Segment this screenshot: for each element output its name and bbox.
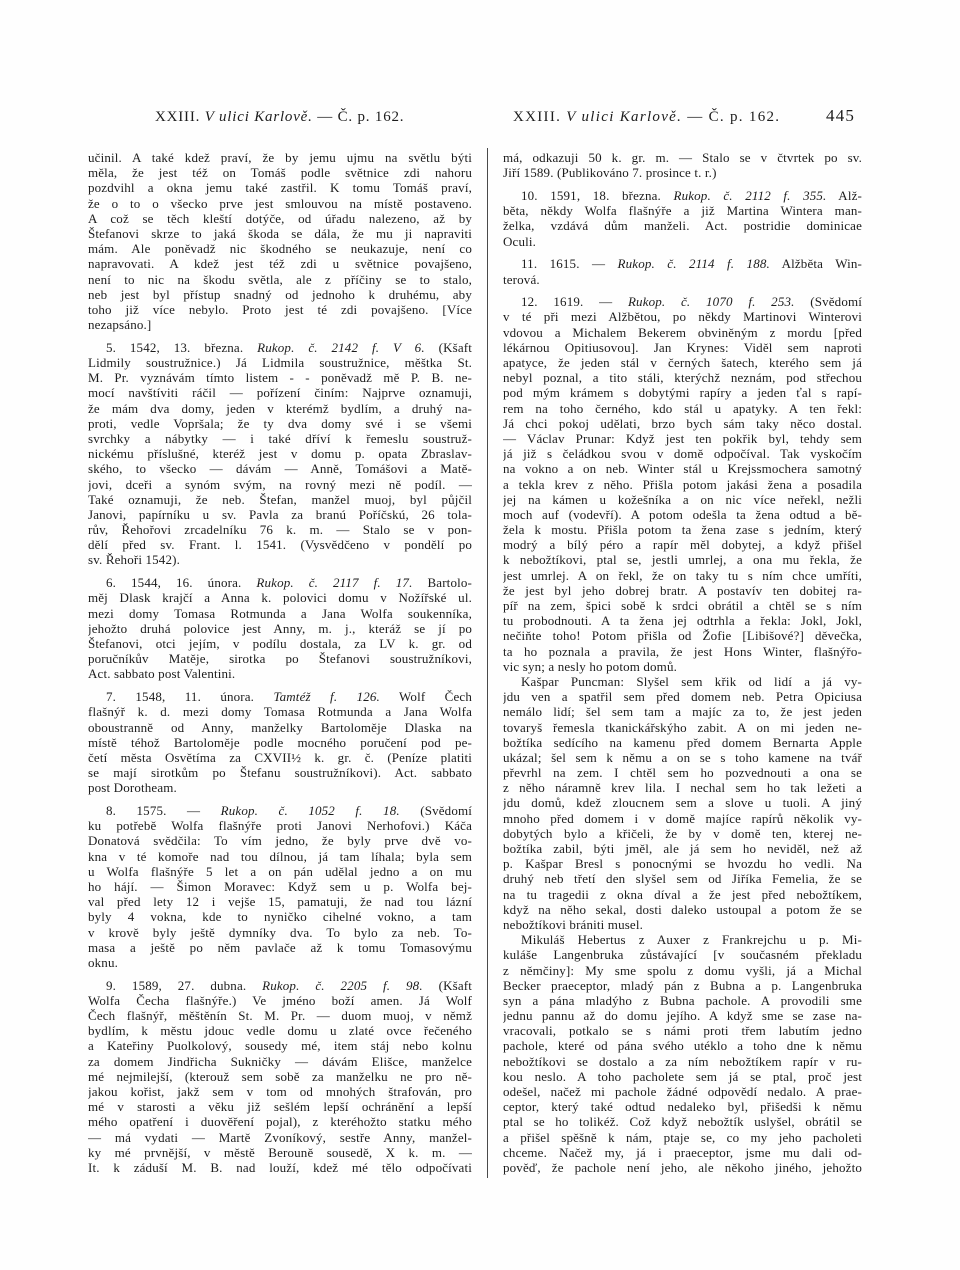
paragraph bbox=[503, 674, 862, 932]
page-number: 445 bbox=[826, 106, 856, 125]
text-line: v krově byly ještě dymníky dva. To bylo za neb. To- bbox=[88, 924, 472, 940]
text-line: moch auf (vodevří). A potom odešla ta žena odtud a bě- bbox=[503, 506, 862, 522]
entry bbox=[88, 150, 472, 332]
text-line: rův, Řehořovi zrcadelníku 76 k. m. — Stalo se v pon- bbox=[88, 522, 472, 538]
text-run: 9. 1589, 27. dubna. bbox=[106, 977, 263, 993]
text-run: 11. 1615. — bbox=[521, 256, 618, 272]
text-line: ptal se ho tolikéž. Což když nebožtík uslyšel, obrátil se bbox=[503, 1114, 862, 1130]
text-run: (Svědomí bbox=[399, 803, 472, 819]
text-line: terová. bbox=[503, 271, 540, 287]
entry bbox=[88, 978, 472, 1175]
paragraph bbox=[88, 978, 472, 1175]
text-line: mého opatření i duověření pojal), z kteréhožto statku mého bbox=[88, 1114, 472, 1130]
text-line: jdu ven a spatřil sem před domem neb. Petra Opiciusa bbox=[503, 689, 862, 705]
text-line: četí města Osvětíma za CXVII½ k. gr. č. (Peníze platiti bbox=[88, 749, 472, 765]
text-run: XXIII. bbox=[513, 109, 567, 125]
text-line: měla, že jest též on Tomáš podle světnice zdi nahoru bbox=[88, 165, 472, 181]
text-line: že mám dva domy, jeden v kterémž bydlím, a druhý na- bbox=[88, 400, 472, 416]
text-line: Oculi. bbox=[503, 233, 537, 249]
text-line: jakou kořist, jakž sem v tom od mnohých štrafován, pro bbox=[88, 1084, 472, 1100]
text-line: pachole, které od pána svého utéklo a toho dne k němu bbox=[503, 1038, 862, 1054]
text-line: odešel, načež mi pachole žádné odpovědí nedalo. A prae- bbox=[503, 1084, 862, 1100]
text-line: nezapsáno.] bbox=[88, 317, 152, 333]
italic-run: Tamtéž f. 126. bbox=[273, 689, 380, 705]
text-line: ta ho poznala a pravila, že jest Hons Winter, flašnýřo- bbox=[503, 643, 862, 659]
paragraph bbox=[88, 150, 472, 332]
text-line: pod mým krámem s dobytými rapíry a jeden ťal s rapí- bbox=[503, 385, 862, 401]
entry bbox=[503, 188, 862, 249]
paragraph bbox=[503, 932, 862, 1175]
text-line: píř na zem, špici sobě k srdci obrátil a chtěl se s ním bbox=[503, 598, 862, 614]
paragraph bbox=[503, 256, 862, 286]
text-line: z něho náramně krev lila. I nechal sem ho tak ležeti a bbox=[503, 780, 862, 796]
text-line: že o to o všecko prve jest smlouvou na místě postaveno. bbox=[88, 195, 472, 211]
text-line: má, odkazuji 50 k. gr. m. — Stalo se v čtvrtek po sv. bbox=[503, 150, 862, 165]
text-line: — má vydati — Martě Zvoníkový, sestře Anny, manžel- bbox=[88, 1129, 472, 1145]
text-run: 10. 1591, 18. března. bbox=[521, 187, 674, 203]
text-line: Lidmily soustružnice.) Já Lidmila soustružnice, měštka St. bbox=[88, 355, 472, 371]
text-run: (Kšaft bbox=[424, 339, 472, 355]
entry bbox=[503, 256, 862, 286]
entry bbox=[88, 340, 472, 568]
text-line: ukázal; šel sem k němu a on se s toho kamene na tvář bbox=[503, 749, 862, 765]
entry bbox=[88, 803, 472, 970]
running-header-left bbox=[155, 107, 404, 127]
paragraph bbox=[88, 689, 472, 795]
paragraph bbox=[503, 188, 862, 249]
text-line: svrchky a nábytky — i také dříví k řemeslu soustruž- bbox=[88, 430, 472, 446]
text-line: mé v starosti a věku již sešlém lepší ochránění a lepší bbox=[88, 1099, 472, 1115]
text-line: Také oznamuji, že neb. Štefan, manžel muoj, byl půjčil bbox=[88, 491, 472, 507]
italic-run: Rukop. č. 1070 f. 253. bbox=[627, 294, 795, 310]
paragraph bbox=[88, 575, 472, 681]
text-line: M. Pr. vyznávám tímto listem - - poněvadž mě P. B. ne- bbox=[88, 370, 472, 386]
text-line bbox=[503, 188, 862, 203]
text-line: želka, vzdává dům manželi. Act. postridie dominicae bbox=[503, 218, 862, 234]
italic-run: Rukop. č. 1052 f. 18. bbox=[220, 803, 400, 819]
text-run: Bartolo- bbox=[412, 575, 472, 591]
text-line: bydlím, k městu jdouc vedle domu u zlaté ovce řečeného bbox=[88, 1023, 472, 1039]
text-line: jej na kámen u kožešníka a on nic více neřekl, nežli bbox=[503, 491, 862, 507]
text-line bbox=[503, 294, 862, 309]
text-line: z němčiny]: My sme spolu z domu vyšli, já a Michal bbox=[503, 962, 862, 978]
text-line: tovaryš řemesla tkanickářskýho zabit. A on mi jeden ne- bbox=[503, 719, 862, 735]
text-line: nemálo lidí; šel sem tam a majíc za to, že jest jeden bbox=[503, 704, 862, 720]
text-line: božtíka zabil, býti jměl, ale já sem ho neviděl, než až bbox=[503, 841, 862, 857]
text-line: jovi, dceři a synóm svým, na rovný mezi ně podíl. — bbox=[88, 476, 472, 492]
text-line: jdu domů, kdež zloucnem sem a slove u tuoli. A jiný bbox=[503, 795, 862, 811]
text-line: a přišel spěšně k nám, ptaje se, co my jeho pacholeti bbox=[503, 1129, 862, 1145]
text-line: kou neslo. A toho pacholete sem já se ptal, proč jest bbox=[503, 1068, 862, 1084]
italic-run: Rukop. č. 2205 f. 98. bbox=[262, 977, 423, 993]
text-line: u Wolfa flašnýře 5 let a on pán udělal jedno a on mu bbox=[88, 863, 472, 879]
text-line: poručníkův Matěje, sirotka po Štefanovi soustružníkovi, bbox=[88, 651, 472, 667]
text-line: Čech flašnýř, měštěnín St. M. Pr. — duom muoj, v němž bbox=[88, 1008, 472, 1024]
paragraph bbox=[503, 294, 862, 674]
italic-run: Rukop. č. 2142 f. V 6. bbox=[257, 339, 425, 355]
text-line: nebožtíkovi brániti musel. bbox=[503, 916, 644, 932]
text-run: Wolf Čech bbox=[379, 689, 472, 705]
text-line: ského, to všecko — dávám — Anně, Tomášovi a Matě- bbox=[88, 461, 472, 477]
text-line: nebyl poznal, a tito stáli, kterýchž neznám, pod střechou bbox=[503, 370, 862, 386]
italic-run: V ulici Karlově. bbox=[566, 109, 683, 125]
text-line: Štefanovi skrze to jaká škoda se dála, že mu ji napraviti bbox=[88, 225, 472, 241]
italic-run: Rukop. č. 2112 f. 355. bbox=[673, 187, 827, 203]
italic-run: Rukop. č. 2114 f. 188. bbox=[617, 256, 770, 272]
text-line: napravovati. A kdež jest též zdi u světnice povajšeno, bbox=[88, 256, 472, 272]
text-line: oknu. bbox=[88, 954, 118, 970]
text-line: Act. sabbato post Valentini. bbox=[88, 666, 236, 682]
paragraph bbox=[88, 803, 472, 970]
text-line: jest umrlej. A on řekl, že on taky tu s ním chce umříti, bbox=[503, 567, 862, 583]
text-run: 5. 1542, 13. března. bbox=[106, 339, 258, 355]
text-run: 7. 1548, 11. února. bbox=[106, 689, 274, 705]
text-line: Jiří 1589. (Publikováno 7. prosince t. r.) bbox=[503, 165, 717, 181]
text-line: ho hájí. — Šimon Moravec: Když sem u p. Wolfa bej- bbox=[88, 879, 472, 894]
text-run: 8. 1575. — bbox=[106, 803, 221, 819]
text-line: dobytých bylo a křičeli, že by v domě ten, kterej ne- bbox=[503, 825, 862, 841]
text-line: post Dorotheam. bbox=[88, 780, 177, 796]
entry bbox=[503, 294, 862, 1175]
text-line bbox=[88, 689, 472, 704]
text-line: se mají sirotkům po Štefanu soustružníkovi). Act. sabbato bbox=[88, 765, 472, 781]
text-run: XXIII. bbox=[155, 109, 205, 125]
text-line: měj Dlask krajčí a Anna k. polovici domu v Nožířské ul. bbox=[88, 590, 472, 606]
text-line: vic syn; a nesly ho potom domů. bbox=[503, 658, 677, 674]
text-run: Alžběta Win- bbox=[769, 256, 862, 272]
text-line: toho již více nebylo. Proto jest té zdi povajšeno. [Více bbox=[88, 301, 472, 317]
text-line: když na něho sekal, dosti daleko ustoupal a potom že se bbox=[503, 901, 862, 917]
text-run: — Č. p. 162. bbox=[312, 109, 405, 125]
text-line: chceme. Načež my, já i praeceptor, jsme mu dali od- bbox=[503, 1144, 862, 1160]
text-line: a tekla krev z něho. Přišla potom jakási žena a posadila bbox=[503, 476, 862, 492]
text-line: masa a ještě po něm pavlače až k tomu Tomasovýmu bbox=[88, 939, 472, 955]
text-line: nickému příslušné, kteréž jest v domu p. opata Zbraslav- bbox=[88, 446, 472, 462]
italic-run: V ulici Karlově. bbox=[204, 109, 313, 125]
text-line: vdovou a Michalem Bekerem obviněným z mordu [před bbox=[503, 324, 862, 340]
text-line: neb jest byl přístup snadný od jednoho k druhému, aby bbox=[88, 286, 472, 302]
text-line: Kašpar Puncman: Slyšel sem křik od lidí a já vy- bbox=[521, 673, 862, 689]
text-line: jehožto druhá polovice jest Anny, m. j., kteráž se jí po bbox=[88, 620, 472, 636]
text-run: (Kšaft bbox=[422, 977, 472, 993]
text-run: (Svědomí bbox=[794, 294, 862, 310]
text-line: modrý a bílý péro a rapír měl dobytej, a když přišel bbox=[503, 537, 862, 553]
text-line: Štefanovi, otci jejím, v podílu dostala, za LV k. gr. od bbox=[88, 636, 472, 651]
text-line: mám. Ale poněvadž nic škodného se neukazuje, není co bbox=[88, 241, 472, 257]
text-line: lékárnou Opitiusovou]. Jan Krynes: Viděl sem naproti bbox=[503, 339, 862, 355]
text-line: k nebožtíkovi, ptal se, jestli umrlej, a ona mu řekla, že bbox=[503, 552, 862, 568]
text-line bbox=[88, 978, 472, 993]
text-line: val před lety 12 i vejše 15, pamatuji, že nad tou lázní bbox=[88, 894, 472, 910]
column-rule bbox=[487, 148, 488, 1178]
text-run: — Č. p. 162. bbox=[682, 109, 781, 125]
text-line: flašnýř k. d. mezi domy Tomasa Rotmunda a Jana Wolfa bbox=[88, 704, 472, 720]
text-line: byly 4 vokna, kde to nyničko cihelné vokno, a tam bbox=[88, 909, 472, 925]
text-line: já již s čeládkou svou v domě odpočíval. Tak vyskočím bbox=[503, 446, 862, 462]
text-run: 6. 1544, 16. února. bbox=[106, 575, 257, 591]
text-line: A což se těch kleští dotýče, od úřadu nalezeno, až by bbox=[88, 210, 472, 226]
text-line: místě téhož Bartoloměje podle mocného poručení pod pe- bbox=[88, 734, 472, 750]
text-line: žela k mostu. Přišla potom ta žena zase s jedním, který bbox=[503, 522, 862, 538]
text-line: kuláše Langenbruka zůstávající [v současném překladu bbox=[503, 947, 862, 963]
text-line: ceptor, který také odtud nedaleko byl, přišedši k němu bbox=[503, 1099, 862, 1115]
right-column bbox=[503, 150, 862, 1175]
text-line: Já chci pokoj udělati, brzo bych sám taky něco dostal. bbox=[503, 415, 862, 431]
text-line bbox=[503, 256, 862, 271]
text-line: a Kateřiny Puolkolový, sousedy mé, item stáj nebo kolnu bbox=[88, 1038, 472, 1054]
text-line: na tu tragedii z okna díval a že jest před nebožtíkem, bbox=[503, 886, 862, 902]
text-line: rem na toho černého, kdo stál u apatyky. A ten řekl: bbox=[503, 400, 862, 416]
text-line: Janovi, papírníku u sv. Pavla za branú Poříčskú, 26 tola- bbox=[88, 506, 472, 522]
text-line: Becker praeceptor, mladý pán z Bubna a p. Langenbruka bbox=[503, 977, 862, 993]
text-line: sv. Řehoři 1542). bbox=[88, 552, 180, 568]
text-run: Alž- bbox=[826, 187, 862, 203]
text-line: dělí před sv. Frant. l. 1541. (Vysvědčeno v pondělí po bbox=[88, 537, 472, 553]
entry bbox=[88, 575, 472, 681]
text-line: apatyce, že jeden stál v černých šatech, kterého sem já bbox=[503, 355, 862, 371]
text-line: oboustranně od Anny, manželky Bartoloměje Dlaska na bbox=[88, 719, 472, 735]
text-line: ky mé prvnější, v městě Berouně sousedě, X k. m. — bbox=[88, 1144, 472, 1160]
text-line: převrhl na zem. I chtěl sem ho pozvednouti a ona se bbox=[503, 765, 862, 781]
text-line: na vokno a on neb. Winter stál u Krejssmochera samotný bbox=[503, 461, 862, 477]
text-line: není to nic na škodu světla, ale z příčiny se to stalo, bbox=[88, 271, 472, 287]
text-line: proti, vedle Vopršala; že ty dva domy své i se všemi bbox=[88, 415, 472, 431]
entry bbox=[88, 689, 472, 795]
text-line bbox=[88, 803, 472, 818]
text-line: učinil. A také kdež praví, že by jemu ujmu na světlu býti bbox=[88, 150, 472, 165]
paragraph bbox=[88, 340, 472, 568]
left-column bbox=[88, 150, 472, 1175]
text-line: mocí navštíviti ráčil — pořízení činím: Najprve oznamuji, bbox=[88, 385, 472, 401]
text-line: nebožtíkovi se dostalo a za ním nebožtíkem rapír v ru- bbox=[503, 1053, 862, 1069]
running-header-right bbox=[513, 107, 780, 127]
text-line: božtíka sedícího na kamenu před domem Bernarta Apple bbox=[503, 734, 862, 750]
text-run: 12. 1619. — bbox=[521, 294, 628, 310]
text-line: pověď, že pachole není jeho, ale někoho jiného, jehožto bbox=[503, 1159, 862, 1175]
entry bbox=[503, 150, 862, 180]
text-line: syn a pána mladýho z Bubna pachole. A provodili sme bbox=[503, 992, 862, 1008]
text-line: běta, někdy Wolfa flašnýře a již Martina Wintera man- bbox=[503, 203, 862, 219]
text-line: kna v té komoře nad tou dílnou, já tam líhala; byla sem bbox=[88, 848, 472, 864]
text-line: It. k záduší M. B. nad louží, kdež mé tělo odpočívati bbox=[88, 1159, 472, 1175]
text-line: mé nejmilejší, (kterouž sem sobě za manželku ne pro ně- bbox=[88, 1068, 472, 1084]
text-line: nečiňte toho! Potom přišla od Žofie [Libišové?] děvečka, bbox=[503, 628, 862, 644]
text-line bbox=[88, 575, 472, 590]
text-line: Wolfa Čecha flašnýře.) Ve jméno boží amen. Já Wolf bbox=[88, 992, 472, 1008]
text-line: že jest byl jeho dobrej bratr. A postavív ten dobitej ra- bbox=[503, 582, 862, 598]
text-line: Mikuláš Hebertus z Auxer z Frankrejchu u p. Mi- bbox=[521, 932, 862, 948]
text-line: tu probodnouti. A ta žena jej odtrhla a řekla: Jokl, Jokl, bbox=[503, 613, 862, 629]
text-line: v té při mezi Alžbětou, po někdy Martinovi Winterovi bbox=[503, 309, 862, 325]
text-line: mezi domy Tomasa Rotmunda a Jana Wolfa soukenníka, bbox=[88, 605, 472, 621]
text-line: pozdvihl a okna jemu také zastřil. K tomu Tomáš praví, bbox=[88, 180, 472, 196]
text-line: druhý neb třetí den slyšel sem od Jiříka Femelia, že se bbox=[503, 871, 862, 887]
text-line: mnoho před domem i v domě majíce rapírů několik vy- bbox=[503, 810, 862, 826]
paragraph bbox=[503, 150, 862, 180]
text-line: ku potřebě Wolfa flašnýře proti Janovi Nerhofovi.) Káča bbox=[88, 818, 472, 834]
text-line: — Václav Prunar: Když jest ten pokřik byl, tehdy sem bbox=[503, 430, 862, 446]
text-line: vracovali, potkalo se s námi proti třem labutím jedno bbox=[503, 1023, 862, 1039]
text-line: jednu pannu až do domu jejího. A když sme se zase na- bbox=[503, 1008, 862, 1024]
text-line: Donatová svědčila: To vím jedno, že byly prve dvě vo- bbox=[88, 833, 472, 849]
text-line bbox=[88, 340, 472, 355]
italic-run: Rukop. č. 2117 f. 17. bbox=[256, 575, 413, 591]
text-line: za domem Jindřicha Sukničky — dávám Elišce, manželce bbox=[88, 1053, 472, 1069]
text-line: p. Kašpar Bresl s ponocnými se hvozdu ho vedli. Na bbox=[503, 856, 862, 872]
